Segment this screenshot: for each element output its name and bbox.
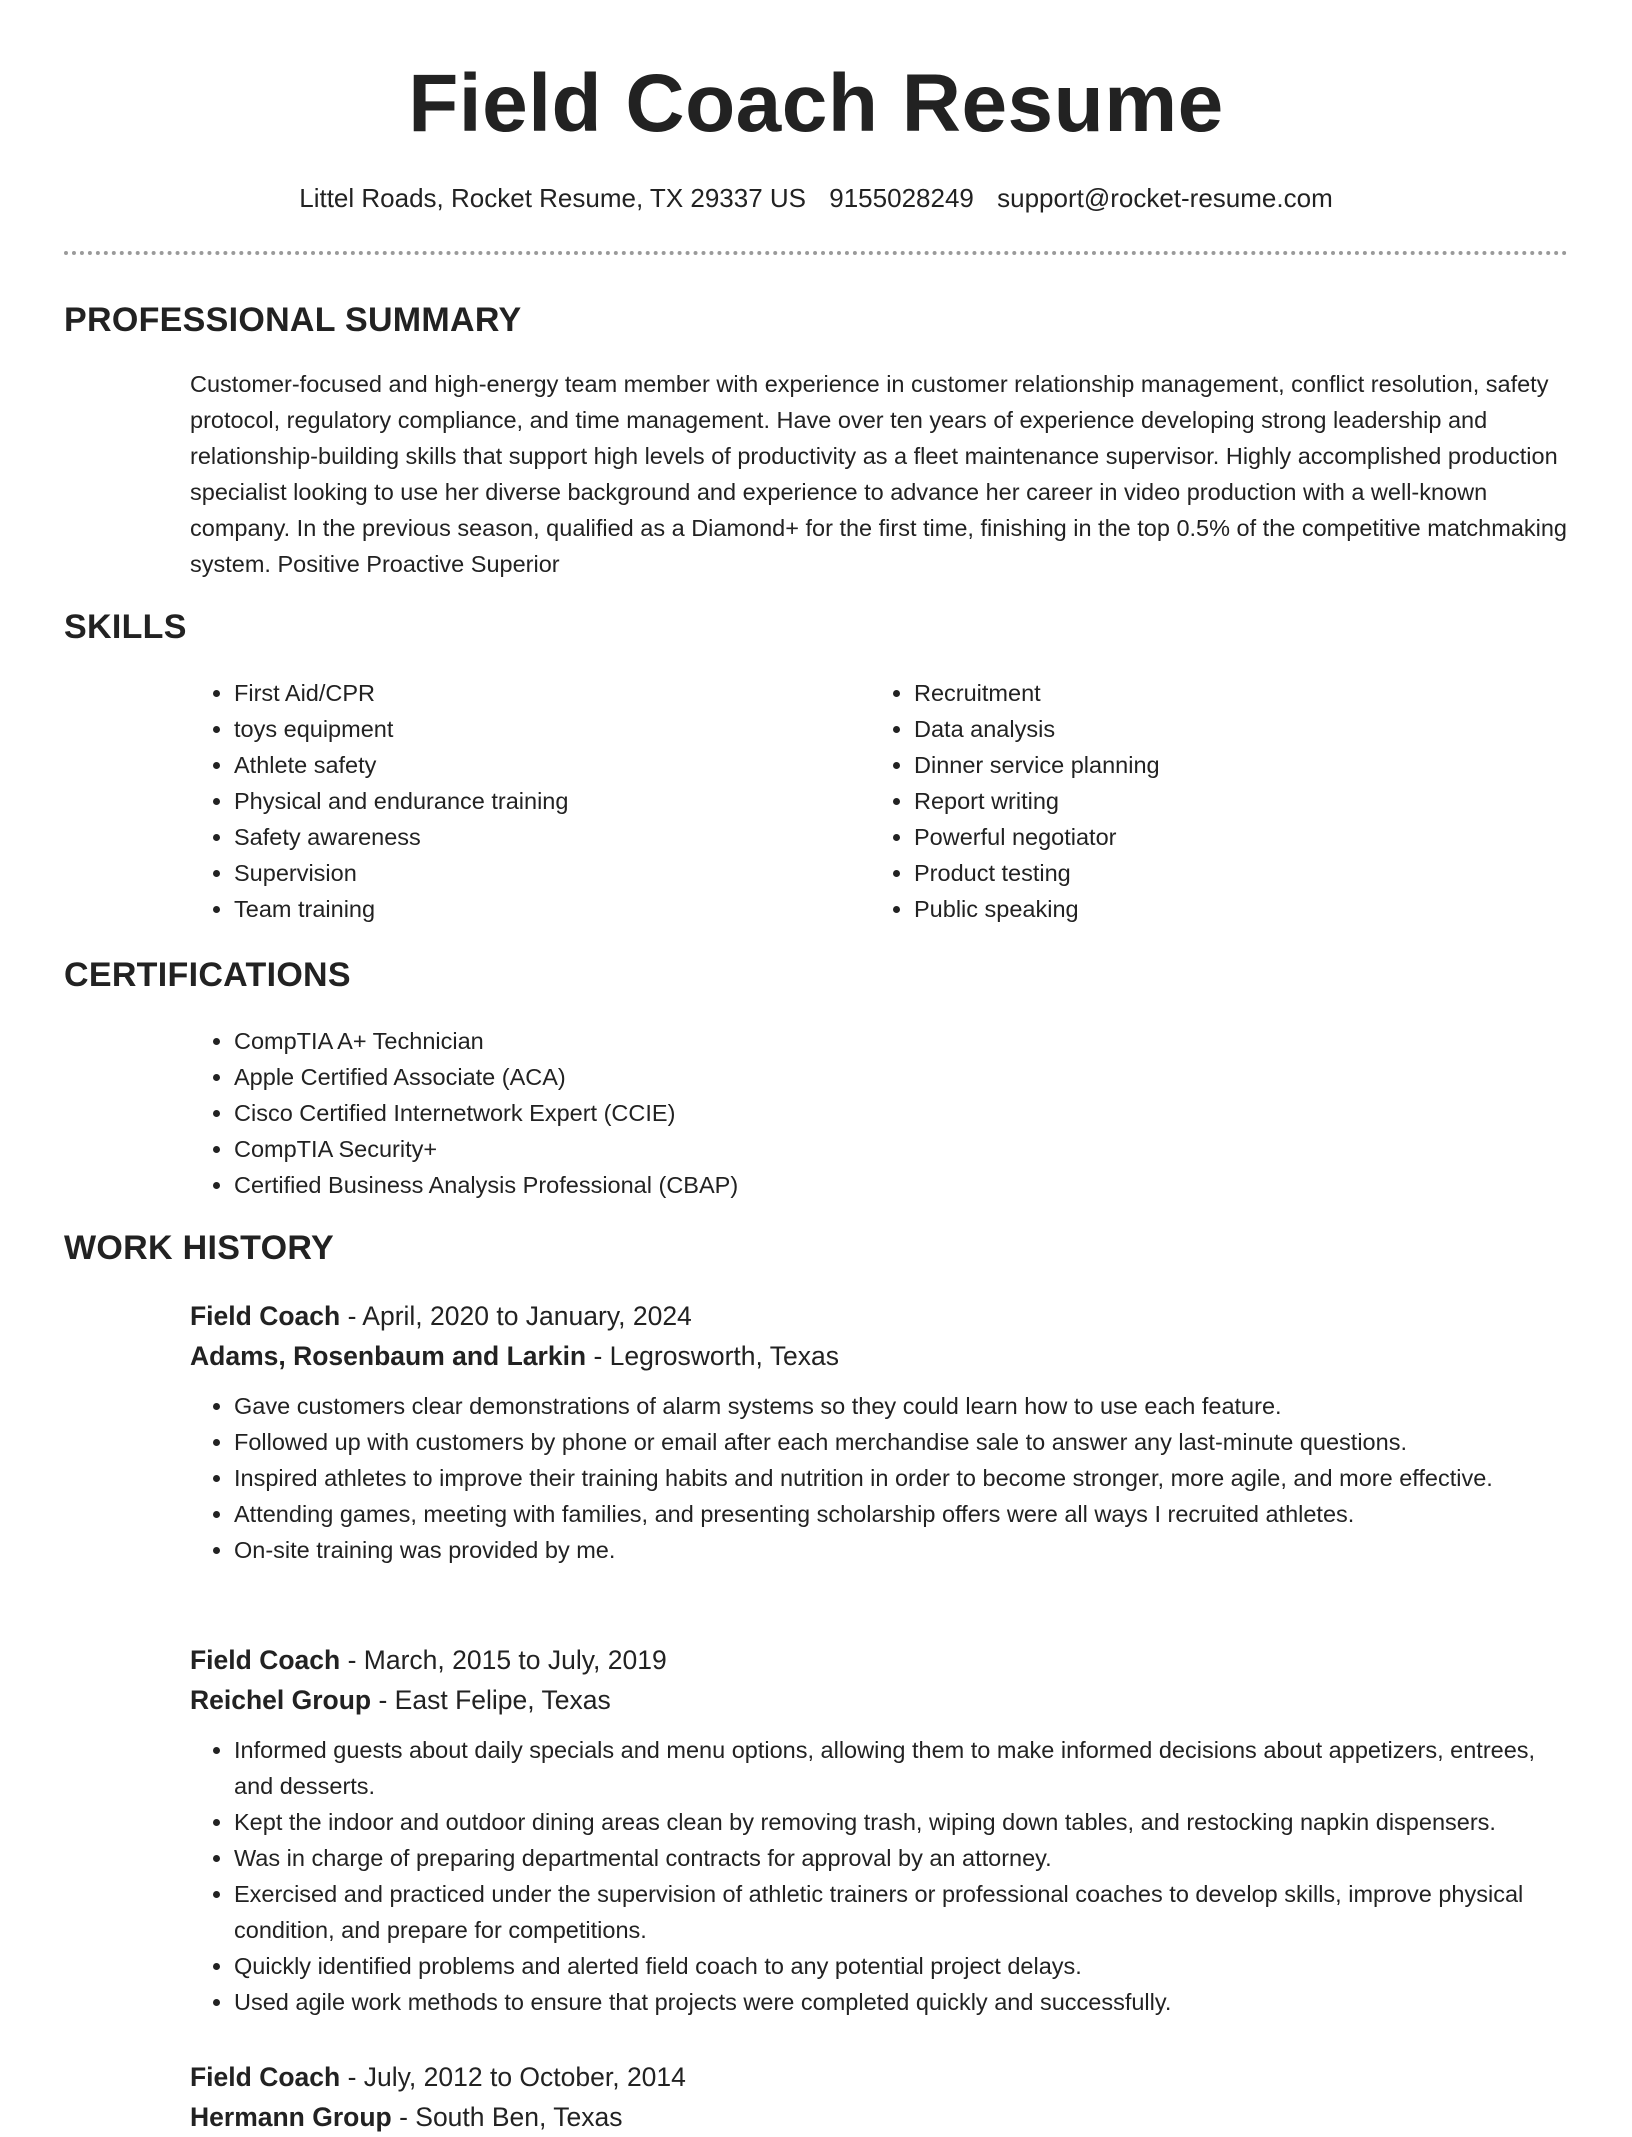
job-title: Field Coach [190,2062,341,2092]
job-company-line [190,1336,1568,1376]
section-title-work-history: WORK HISTORY [64,1229,334,1267]
job-bullet: • Gave customers clear demonstrations of alarm systems so they could learn how to use each feature. [234,1388,1568,1424]
job-bullet: • Kept the indoor and outdoor dining areas clean by removing trash, wiping down tables, and restocking napkin dispensers. [234,1804,1568,1840]
job-company: Adams, Rosenbaum and Larkin [190,1341,587,1371]
job-bullet: • Quickly identified problems and alerted field coach to any potential project delays. [234,1948,1568,1984]
job-location: - Legrosworth, Texas [586,1341,839,1371]
job-dates: - March, 2015 to July, 2019 [340,1645,667,1675]
job-location: - South Ben, Texas [391,2102,623,2132]
skill-item: • Report writing [914,783,1160,819]
skills-column-right [870,675,1160,927]
job-bullet: • Exercised and practiced under the supervision of athletic trainers or professional coaches to develop skills, improve physical condition, and prepare for competitions. [234,1876,1568,1948]
header-divider [64,251,1568,255]
job-title: Field Coach [190,1301,341,1331]
skill-item: • toys equipment [234,711,568,747]
job-location: - East Felipe, Texas [371,1685,611,1715]
job-entry [190,1640,1568,2020]
contact-email: support@rocket-resume.com [997,183,1333,213]
skill-item: • Safety awareness [234,819,568,855]
job-title: Field Coach [190,1645,341,1675]
skills-column-left [190,675,568,927]
job-company-line [190,2097,1568,2137]
job-bullet: • Inspired athletes to improve their training habits and nutrition in order to become stronger, more agile, and more effective. [234,1460,1568,1496]
contact-phone: 9155028249 [829,183,974,213]
job-bullet: • Used agile work methods to ensure that projects were completed quickly and successfully. [234,1984,1568,2020]
resume-title: Field Coach Resume [408,58,1224,149]
job-dates: - April, 2020 to January, 2024 [340,1301,692,1331]
skill-item: • Recruitment [914,675,1160,711]
skill-item: • Data analysis [914,711,1160,747]
skill-item: • Team training [234,891,568,927]
job-company: Reichel Group [190,1685,372,1715]
certifications-list [190,1023,738,1203]
skill-item: • Physical and endurance training [234,783,568,819]
professional-summary: Customer-focused and high-energy team member with experience in customer relationship management, conflict resolution, safety protocol, regulatory compliance, and time management. Have over ten years of experience developing strong leadership and relationship-building skills that support high levels of productivity as a fleet maintenance supervisor. Highly accomplished production specialist looking to use her diverse background and experience to advance her career in video production with a well-known company. In the previous season, qualified as a Diamond+ for the first time, finishing in the top 0.5% of the competitive matchmaking system. Positive Proactive Superior [190,371,1567,577]
job-bullet: • Followed up with customers by phone or email after each merchandise sale to answer any last-minute questions. [234,1424,1568,1460]
certification-item: • Certified Business Analysis Professional (CBAP) [234,1167,738,1203]
job-bullet: • Informed guests about daily specials and menu options, allowing them to make informed decisions about appetizers, entrees, and desserts. [234,1732,1568,1804]
skill-item: • Public speaking [914,891,1160,927]
job-bullet: • Attending games, meeting with families, and presenting scholarship offers were all ways I recruited athletes. [234,1496,1568,1532]
section-title-skills: SKILLS [64,608,187,646]
contact-line [64,181,1568,215]
job-entry [190,1296,1568,1568]
job-bullet: • On-site training was provided by me. [234,1532,1568,1568]
job-title-line [190,1640,1568,1680]
certification-item: • CompTIA Security+ [234,1131,738,1167]
certification-item: • Cisco Certified Internetwork Expert (CCIE) [234,1095,738,1131]
job-dates: - July, 2012 to October, 2014 [340,2062,686,2092]
section-title-certifications: CERTIFICATIONS [64,956,351,994]
skill-item: • Athlete safety [234,747,568,783]
job-title-line [190,2057,1568,2097]
job-bullet: • Was in charge of preparing departmental contracts for approval by an attorney. [234,1840,1568,1876]
section-title-summary: PROFESSIONAL SUMMARY [64,301,522,339]
skill-item: • Supervision [234,855,568,891]
resume-page [64,0,1568,2132]
contact-address: Littel Roads, Rocket Resume, TX 29337 US [299,183,807,213]
skill-item: • Powerful negotiator [914,819,1160,855]
job-company-line [190,1680,1568,1720]
job-title-line [190,1296,1568,1336]
skill-item: • First Aid/CPR [234,675,568,711]
skill-item: • Dinner service planning [914,747,1160,783]
skill-item: • Product testing [914,855,1160,891]
job-entry [190,2057,1568,2137]
job-company: Hermann Group [190,2102,392,2132]
certification-item: • CompTIA A+ Technician [234,1023,738,1059]
certification-item: • Apple Certified Associate (ACA) [234,1059,738,1095]
